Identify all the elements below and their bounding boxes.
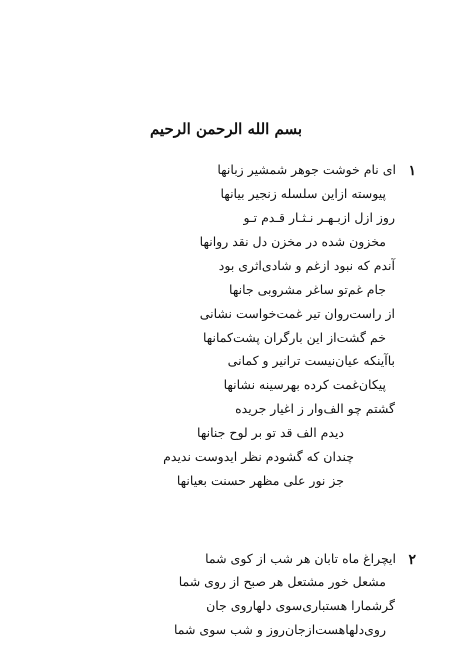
poem-line: گرشمارا هستباری‌سوی دلهاروی جان [206,598,395,613]
poem-line: چندان که گشودم نظر ایدوست ندیدم [163,449,354,464]
poem-line: پیوسته ازاین سلسله زنجیر بیانها [220,186,386,201]
poem-line: از راست‌روان تیر غمت‌خواست نشانی [199,306,395,321]
poem-line: روی‌دلهاهست‌ازجان‌روز و شب سوی شما [173,622,386,637]
poem-line: ای نام خوشت جوهر شمشیر زبانها [217,162,396,177]
poem-line: ایچراغ ماه تابان هر شب از کوی شما [205,551,396,566]
poem-line: مشعل خور مشتعل هر صبح از روی شما [178,574,386,589]
poem-line: آندم که نبود ازغم و شادی‌اثری بود [218,258,395,273]
poem-line: جز نور علی مظهر حسنت بعیانها [176,473,344,488]
poem-number: ۲ [408,552,416,568]
poem-number: ۱ [408,163,416,179]
poem-line: پیکان‌غمت کرده بهرسینه نشانها [223,377,386,392]
poem-line: باآینکه عیان‌نیست ترانیر و کمانی [227,353,395,368]
page-heading: بسم الله الرحمن الرحیم [149,120,303,138]
poem-line: جام غم‌تو ساغر مشروبی جانها [229,282,386,297]
poem-line: مخزون شده در مخزن دل نقد روانها [199,234,386,249]
poem-line: روز ازل ازبـهـر نـثـار قـدم تـو [243,210,395,225]
poem-line: دیدم الف قد تو بر لوح جنانها [197,425,344,440]
poem-line: خم گشت‌از این بارگران پشت‌کمانها [202,330,386,345]
poem-line: گشتم چو الف‌وار ز اغیار جریده [235,401,395,416]
